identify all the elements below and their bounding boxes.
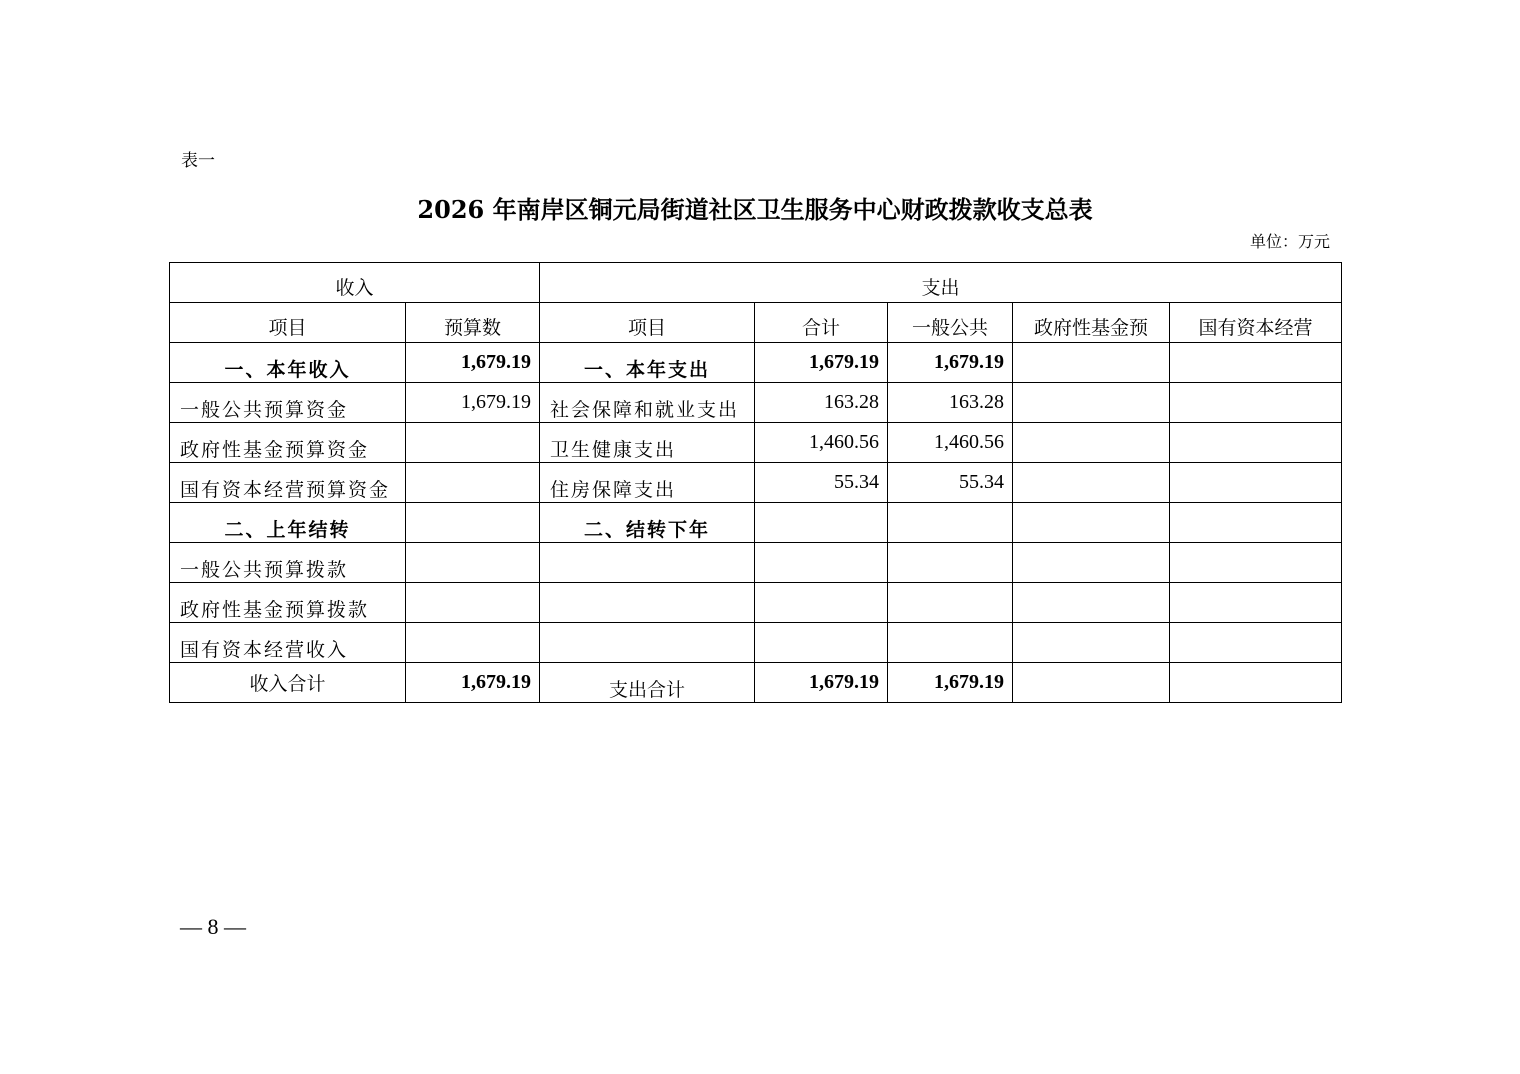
exp-total-cell: 163.28	[755, 383, 888, 423]
table-row	[170, 503, 1342, 543]
exp-state-capital-cell	[1170, 583, 1342, 623]
table-row	[170, 423, 1342, 463]
expenditure-header: 支出	[540, 263, 1342, 303]
exp-general-cell	[888, 543, 1013, 583]
income-total-value: 1,679.19	[406, 663, 540, 703]
exp-gov-fund-cell	[1013, 503, 1170, 543]
table-row	[170, 463, 1342, 503]
exp-gov-fund-cell	[1013, 383, 1170, 423]
table-row	[170, 623, 1342, 663]
header-row-groups	[170, 263, 1342, 303]
exp-state-capital-cell	[1170, 503, 1342, 543]
exp-item-cell	[540, 623, 755, 663]
exp-state-capital-header: 国有资本经营	[1170, 303, 1342, 343]
exp-state-capital-cell	[1170, 543, 1342, 583]
exp-state-capital-total-value	[1170, 663, 1342, 703]
exp-gov-fund-cell	[1013, 463, 1170, 503]
exp-total-label: 支出合计	[540, 663, 755, 703]
income-budget-header: 预算数	[406, 303, 540, 343]
exp-total-cell: 55.34	[755, 463, 888, 503]
exp-item-cell: 二、结转下年	[540, 503, 755, 543]
exp-item-header: 项目	[540, 303, 755, 343]
income-total-label: 收入合计	[170, 663, 406, 703]
income-budget-cell	[406, 623, 540, 663]
exp-gov-fund-cell	[1013, 583, 1170, 623]
exp-gov-fund-cell	[1013, 343, 1170, 383]
exp-total-cell	[755, 623, 888, 663]
table-row	[170, 383, 1342, 423]
exp-total-cell	[755, 543, 888, 583]
exp-total-value: 1,679.19	[755, 663, 888, 703]
exp-general-cell	[888, 583, 1013, 623]
income-header: 收入	[170, 263, 540, 303]
table-row	[170, 543, 1342, 583]
exp-gov-fund-header: 政府性基金预	[1013, 303, 1170, 343]
income-item-cell: 一般公共预算资金	[170, 383, 406, 423]
exp-general-cell: 55.34	[888, 463, 1013, 503]
exp-item-cell	[540, 543, 755, 583]
income-item-cell: 一般公共预算拨款	[170, 543, 406, 583]
exp-total-cell	[755, 503, 888, 543]
exp-item-cell: 卫生健康支出	[540, 423, 755, 463]
income-budget-cell	[406, 503, 540, 543]
exp-state-capital-cell	[1170, 463, 1342, 503]
exp-general-header: 一般公共	[888, 303, 1013, 343]
unit-label: 单位：万元	[1249, 232, 1330, 251]
income-item-cell: 国有资本经营收入	[170, 623, 406, 663]
exp-general-cell	[888, 503, 1013, 543]
exp-state-capital-cell	[1170, 383, 1342, 423]
table-row	[170, 343, 1342, 383]
income-budget-cell	[406, 543, 540, 583]
income-budget-cell: 1,679.19	[406, 383, 540, 423]
income-item-cell: 一、本年收入	[170, 343, 406, 383]
exp-state-capital-cell	[1170, 623, 1342, 663]
exp-total-cell: 1,679.19	[755, 343, 888, 383]
income-item-cell: 政府性基金预算拨款	[170, 583, 406, 623]
exp-gov-fund-total-value	[1013, 663, 1170, 703]
header-row-columns	[170, 303, 1342, 343]
income-budget-cell	[406, 423, 540, 463]
exp-item-cell: 住房保障支出	[540, 463, 755, 503]
exp-general-total-value: 1,679.19	[888, 663, 1013, 703]
income-item-cell: 二、上年结转	[170, 503, 406, 543]
exp-general-cell: 1,460.56	[888, 423, 1013, 463]
exp-total-header: 合计	[755, 303, 888, 343]
exp-general-cell: 1,679.19	[888, 343, 1013, 383]
exp-state-capital-cell	[1170, 343, 1342, 383]
budget-table	[169, 262, 1342, 703]
income-item-cell: 国有资本经营预算资金	[170, 463, 406, 503]
table-row	[170, 583, 1342, 623]
exp-total-cell: 1,460.56	[755, 423, 888, 463]
totals-row	[170, 663, 1342, 703]
exp-general-cell	[888, 623, 1013, 663]
document-title: 2026 年南岸区铜元局街道社区卫生服务中心财政拨款收支总表	[417, 195, 1093, 224]
exp-item-cell: 社会保障和就业支出	[540, 383, 755, 423]
income-item-header: 项目	[170, 303, 406, 343]
exp-gov-fund-cell	[1013, 543, 1170, 583]
exp-gov-fund-cell	[1013, 423, 1170, 463]
exp-total-cell	[755, 583, 888, 623]
income-budget-cell	[406, 463, 540, 503]
exp-item-cell: 一、本年支出	[540, 343, 755, 383]
income-budget-cell	[406, 583, 540, 623]
income-budget-cell: 1,679.19	[406, 343, 540, 383]
page-number: — 8 —	[180, 914, 246, 939]
table-label: 表一	[181, 151, 215, 171]
income-item-cell: 政府性基金预算资金	[170, 423, 406, 463]
exp-item-cell	[540, 583, 755, 623]
exp-state-capital-cell	[1170, 423, 1342, 463]
exp-general-cell: 163.28	[888, 383, 1013, 423]
exp-gov-fund-cell	[1013, 623, 1170, 663]
